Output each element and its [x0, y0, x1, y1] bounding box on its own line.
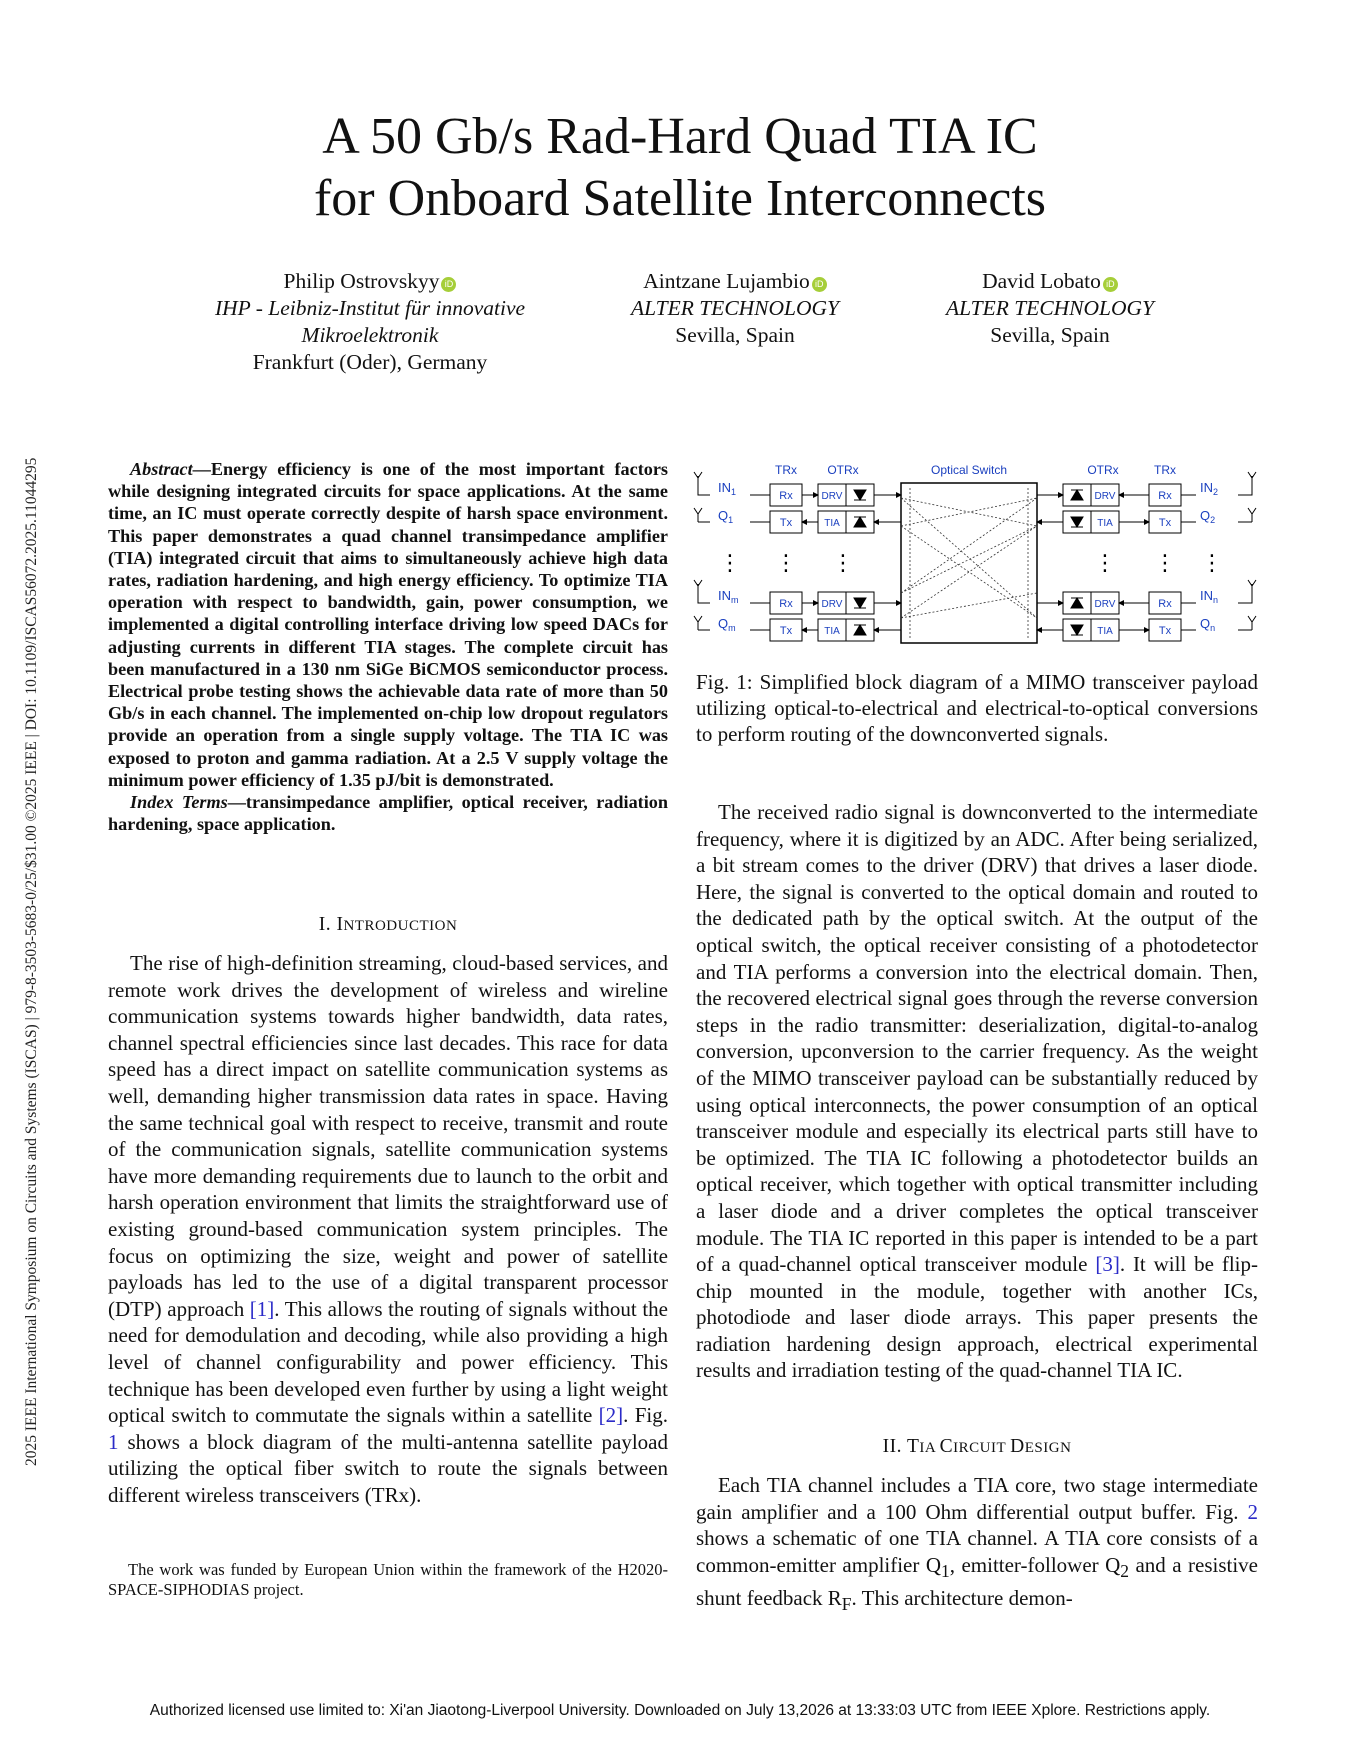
author-location: Frankfurt (Oder), Germany — [252, 350, 488, 374]
author-location: Sevilla, Spain — [990, 323, 1110, 347]
section-2-body: Each TIA channel includes a TIA core, two stage intermediate gain amplifier and a 100 Ohm differential output buffer. Fig. 2 shows a schematic of one TIA channel. A TIA core consists of a common-emitter amplifier $Q_1$, emitter-follower $Q_2$ and a resistive shunt feedback $R_F$. This architecture demon- — [696, 1473, 1258, 1614]
rx-label: Rx — [1158, 598, 1172, 610]
trx-label: TRx — [1154, 463, 1176, 477]
author-location: Sevilla, Spain — [675, 323, 795, 347]
author-name: Aintzane Lujambio — [643, 269, 810, 293]
drv-label: DRV — [821, 491, 843, 502]
body-text: . This architecture demon- — [851, 1585, 1073, 1610]
footnote — [108, 1560, 668, 1600]
author-name: David Lobato — [982, 269, 1101, 293]
svg-text:IN1: $IN_1$ — [718, 480, 737, 497]
ellipsis: ⋮ — [775, 550, 797, 575]
ellipsis: ⋮ — [719, 550, 741, 575]
body-text: The received radio signal is downconverted to the intermediate frequency, where it is digitized by an ADC. After being serialized, a bit stream comes to the driver (DRV) that drives a laser diode. Here, the signal is converted to the optical domain and routed to the dedicated path by the optical switch. At the output of the optical switch, the optical receiver consisting of a photodetector and TIA performs a conversion into the electrical domain. Then, the recovered electrical signal goes through the reverse conversion steps in the radio transmitter: deserialization, digital-to-analog conversion, upconversion to the carrier frequency. As the weight of the MIMO transceiver payload can be substantially reduced by using optical interconnects, the power consumption of an optical transceiver module and especially its electrical parts still have to be optimized. The TIA IC following a photodetector builds an optical receiver, which together with optical transmitter including a laser diode and a driver completes the optical transceiver module. The TIA IC reported in this paper is intended to be a part of a quad-channel optical transceiver module — [696, 800, 1258, 1277]
body-text: and a resistive shunt feedback R — [696, 1552, 1258, 1610]
antenna-icon — [1238, 580, 1256, 630]
laser-diode-icon — [1071, 517, 1083, 527]
figure-1-block-diagram — [690, 458, 1260, 658]
title-line-1: A 50 Gb/s Rad-Hard Quad TIA IC — [322, 108, 1038, 165]
laser-diode-icon — [854, 598, 866, 608]
citation-link[interactable]: [3] — [1095, 1252, 1120, 1277]
svg-text:Qn: $Q_n$ — [1200, 616, 1216, 633]
orcid-icon[interactable]: iD — [441, 277, 456, 292]
ellipsis: ⋮ — [1201, 550, 1223, 575]
citation-link[interactable]: [1] — [249, 1296, 275, 1321]
photodiode-icon — [854, 517, 866, 527]
author-affiliation: ALTER TECHNOLOGY — [945, 296, 1155, 320]
ellipsis: ⋮ — [1154, 550, 1176, 575]
svg-text:INm: $IN_m$ — [718, 588, 739, 605]
tx-label: Tx — [779, 517, 793, 529]
orcid-icon[interactable]: iD — [1103, 277, 1118, 292]
antenna-icon — [1238, 472, 1256, 522]
index-terms-label: Index Terms — [130, 792, 228, 813]
author-block-1 — [170, 268, 570, 376]
drv-label: DRV — [1094, 599, 1116, 610]
rx-label: Rx — [779, 490, 793, 502]
svg-text:Q1: $Q_1$ — [718, 508, 734, 525]
intro-text: . Fig. — [623, 1403, 668, 1428]
optical-switch-label: Optical Switch — [930, 463, 1008, 477]
tia-label: TIA — [1097, 518, 1113, 529]
section-heading-tia-circuit-design: II. TIA CIRCUIT DESIGN — [882, 1436, 1072, 1457]
photodiode-icon — [1071, 490, 1083, 500]
photodiode-icon — [854, 625, 866, 635]
body-text: . It will be flip-chip mounted in the module, together with another ICs, photodiode and laser diode arrays. This paper presents the radiation hardening design approach, electrical experimental results and irradiation testing of the quad-channel TIA IC. — [696, 1252, 1258, 1383]
author-block-2 — [590, 268, 880, 349]
antenna-icon — [694, 580, 710, 630]
tx-label: Tx — [1158, 625, 1172, 637]
rx-label: Rx — [1158, 490, 1172, 502]
abstract-label: Abstract — [130, 459, 193, 479]
section-number: II. — [882, 1436, 902, 1457]
figure-link[interactable]: 1 — [108, 1429, 119, 1454]
right-channel-2 — [1037, 472, 1256, 533]
tia-label: TIA — [1097, 626, 1113, 637]
body-text: Each TIA channel includes a TIA core, two stage intermediate gain amplifier and a 100 Ohm differential output buffer. Fig. — [696, 1473, 1258, 1524]
optical-switch-box — [901, 483, 1037, 643]
footnote-text: The work was funded by European Union within the framework of the H2020-SPACE-SIPHODIAS project. — [108, 1560, 668, 1599]
svg-text:INn: $IN_n$ — [1200, 588, 1219, 605]
laser-diode-icon — [1071, 625, 1083, 635]
otrx-label: OTRx — [1087, 463, 1119, 477]
index-terms-text: —transimpedance amplifier, optical receiver, radiation hardening, space application. — [108, 792, 668, 835]
tia-label: TIA — [824, 626, 840, 637]
figure-1-caption: Fig. 1: Simplified block diagram of a MIMO transceiver payload utilizing optical-to-electrical and electrical-to-optical conversions to perform routing of the downconverted signals. — [696, 670, 1258, 746]
author-block-3 — [905, 268, 1195, 349]
body-text: , emitter-follower Q — [949, 1552, 1121, 1577]
drv-label: DRV — [821, 599, 843, 610]
laser-diode-icon — [854, 490, 866, 500]
paper-title — [0, 106, 1360, 230]
section-heading-introduction — [108, 914, 668, 936]
title-line-2: for Onboard Satellite Interconnects — [313, 170, 1047, 227]
ellipsis: ⋮ — [1094, 550, 1116, 575]
otrx-label: OTRx — [827, 463, 859, 477]
body-text: shows a schematic of one TIA channel. A TIA core consists of a common-emitter amplifier Q — [696, 1526, 1258, 1577]
author-affiliation: ALTER TECHNOLOGY — [630, 296, 840, 320]
switch-paths — [901, 488, 1037, 638]
trx-label: TRx — [775, 463, 797, 477]
tx-label: Tx — [1158, 517, 1172, 529]
drv-label: DRV — [1094, 491, 1116, 502]
author-name: Philip Ostrovskyy — [283, 269, 440, 293]
section-number: I. — [318, 914, 332, 935]
photodiode-icon — [1071, 598, 1083, 608]
download-footer: Authorized licensed use limited to: Xi'an Jiaotong-Liverpool University. Downloaded on July 13,2026 at 13:33:03 UTC from IEEE Xplore. Restrictions apply. — [149, 1702, 1211, 1719]
svg-text:Q2: $Q_2$ — [1200, 508, 1216, 525]
svg-text:IN2: $IN_2$ — [1200, 480, 1219, 497]
ellipsis: ⋮ — [832, 550, 854, 575]
citation-link[interactable]: [2] — [598, 1403, 624, 1428]
abstract — [108, 458, 668, 835]
sidebar-citation: 2025 IEEE International Symposium on Circuits and Systems (ISCAS) | 979-8-3503-5683-0/25/$31.00 ©2025 IEEE | DOI: 10.1109/ISCAS56072.2025.11044295 — [23, 457, 40, 1466]
section-rest: NTRODUCTION — [343, 918, 458, 934]
figure-link[interactable]: 2 — [1247, 1499, 1258, 1524]
section-initial: I — [336, 914, 344, 935]
antenna-icon — [694, 472, 710, 522]
right-column-body — [696, 799, 1258, 1384]
left-channel-m — [694, 580, 901, 641]
author-affiliation-2: Mikroelektronik — [301, 323, 439, 347]
introduction-body — [108, 950, 668, 1508]
orcid-icon[interactable]: iD — [812, 277, 827, 292]
right-channel-n — [1037, 580, 1256, 641]
intro-text: shows a block diagram of the multi-antenna satellite payload utilizing the optical fiber switch to route the signals between different wireless transceivers (TRx). — [108, 1429, 668, 1507]
intro-text: . This allows the routing of signals without the need for demodulation and decoding, while also providing a high level of channel configurability and power efficiency. This technique has been developed even further by using a light weight optical switch to commutate the signals within a satellite — [108, 1296, 668, 1428]
abstract-text: —Energy efficiency is one of the most important factors while designing integrated circuits for space applications. At the same time, an IC must operate correctly despite of harsh space environment. This paper demonstrates a quad channel transimpedance amplifier (TIA) integrated circuit that aims to simultaneously achieve high data rates, radiation hardening, and high energy efficiency. To optimize TIA operation with respect to bandwidth, gain, power consumption, we implemented a digital controlling interface driving low speed DACs for adjusting currents in different TIA stages. The complete circuit has been manufactured in a 130 nm SiGe BiCMOS semiconductor process. Electrical probe testing shows the achievable data rate of more than 50 Gb/s in each channel. The implemented on-chip low dropout regulators provide an operation from a single supply voltage. The TIA IC was exposed to proton and gamma radiation. At a 2.5 V supply voltage the minimum power efficiency of 1.35 pJ/bit is demonstrated. — [108, 459, 668, 790]
svg-text:Qm: $Q_m$ — [718, 616, 736, 633]
left-channel-1 — [694, 472, 901, 533]
author-affiliation: IHP - Leibniz-Institut für innovative — [214, 296, 526, 320]
tx-label: Tx — [779, 625, 793, 637]
rx-label: Rx — [779, 598, 793, 610]
intro-text: The rise of high-definition streaming, cloud-based services, and remote work drives the development of wireless and wireline communication systems towards higher bandwidth, data rates, channel spectral efficiencies since last decades. This race for data speed has a direct impact on satellite communication systems as well, demanding higher transmission data rates in space. Having the same technical goal with respect to receive, transmit and route of the communication signals, satellite communication systems have more demanding requirements due to launch to the orbit and harsh operation environment that limits the straightforward use of existing ground-based communication system principles. The focus on optimizing the size, weight and power of satellite payloads has led to the use of a digital transparent processor (DTP) approach — [108, 951, 668, 1321]
tia-label: TIA — [824, 518, 840, 529]
